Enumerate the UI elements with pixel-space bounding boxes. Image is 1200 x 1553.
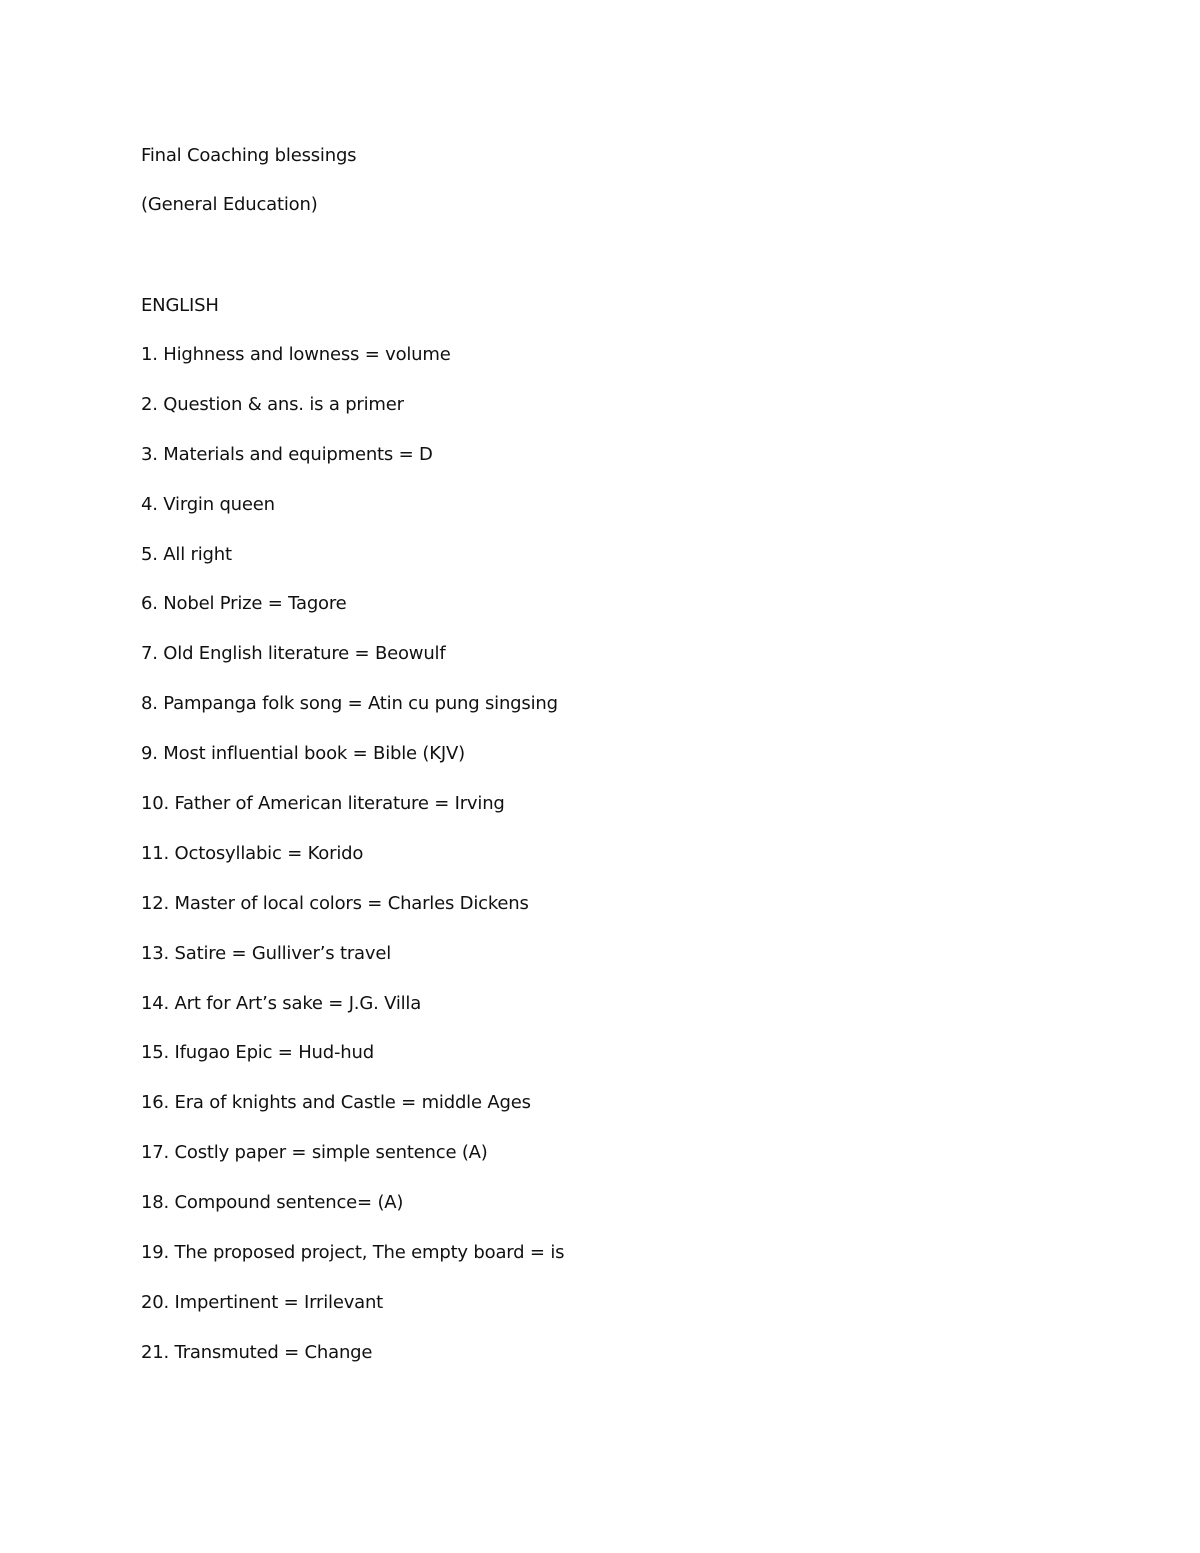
blank-line	[141, 240, 1041, 291]
list-item: 3. Materials and equipments = D	[141, 443, 433, 465]
list-item: 5. All right	[141, 543, 232, 565]
list-item: 10. Father of American literature = Irving	[141, 793, 505, 815]
list-item: 7. Old English literature = Beowulf	[141, 643, 446, 665]
document-body	[141, 141, 1041, 1388]
document-title: Final Coaching blessings	[141, 145, 357, 166]
section-heading: ENGLISH	[141, 295, 219, 316]
list-item: 11. Octosyllabic = Korido	[141, 842, 364, 864]
list-item: 15. Ifugao Epic = Hud-hud	[141, 1042, 374, 1064]
list-item: 17. Costly paper = simple sentence (A)	[141, 1142, 488, 1164]
list-item: 18. Compound sentence= (A)	[141, 1192, 404, 1214]
list-item: 6. Nobel Prize = Tagore	[141, 593, 347, 615]
list-item: 16. Era of knights and Castle = middle Ages	[141, 1092, 531, 1114]
list-item: 9. Most influential book = Bible (KJV)	[141, 743, 465, 765]
list-item: 19. The proposed project, The empty board = is	[141, 1242, 565, 1264]
list-item: 21. Transmuted = Change	[141, 1341, 373, 1363]
list-item: 13. Satire = Gulliver’s travel	[141, 942, 391, 964]
list-item: 8. Pampanga folk song = Atin cu pung singsing	[141, 693, 558, 715]
list-item: 1. Highness and lowness = volume	[141, 344, 451, 365]
document-subtitle: (General Education)	[141, 194, 318, 215]
list-item: 12. Master of local colors = Charles Dickens	[141, 892, 529, 914]
list-item: 20. Impertinent = Irrilevant	[141, 1291, 384, 1313]
item-list	[141, 340, 1041, 1388]
list-item: 4. Virgin queen	[141, 493, 275, 515]
list-item: 2. Question & ans. is a primer	[141, 393, 404, 415]
list-item: 14. Art for Art’s sake = J.G. Villa	[141, 992, 422, 1014]
